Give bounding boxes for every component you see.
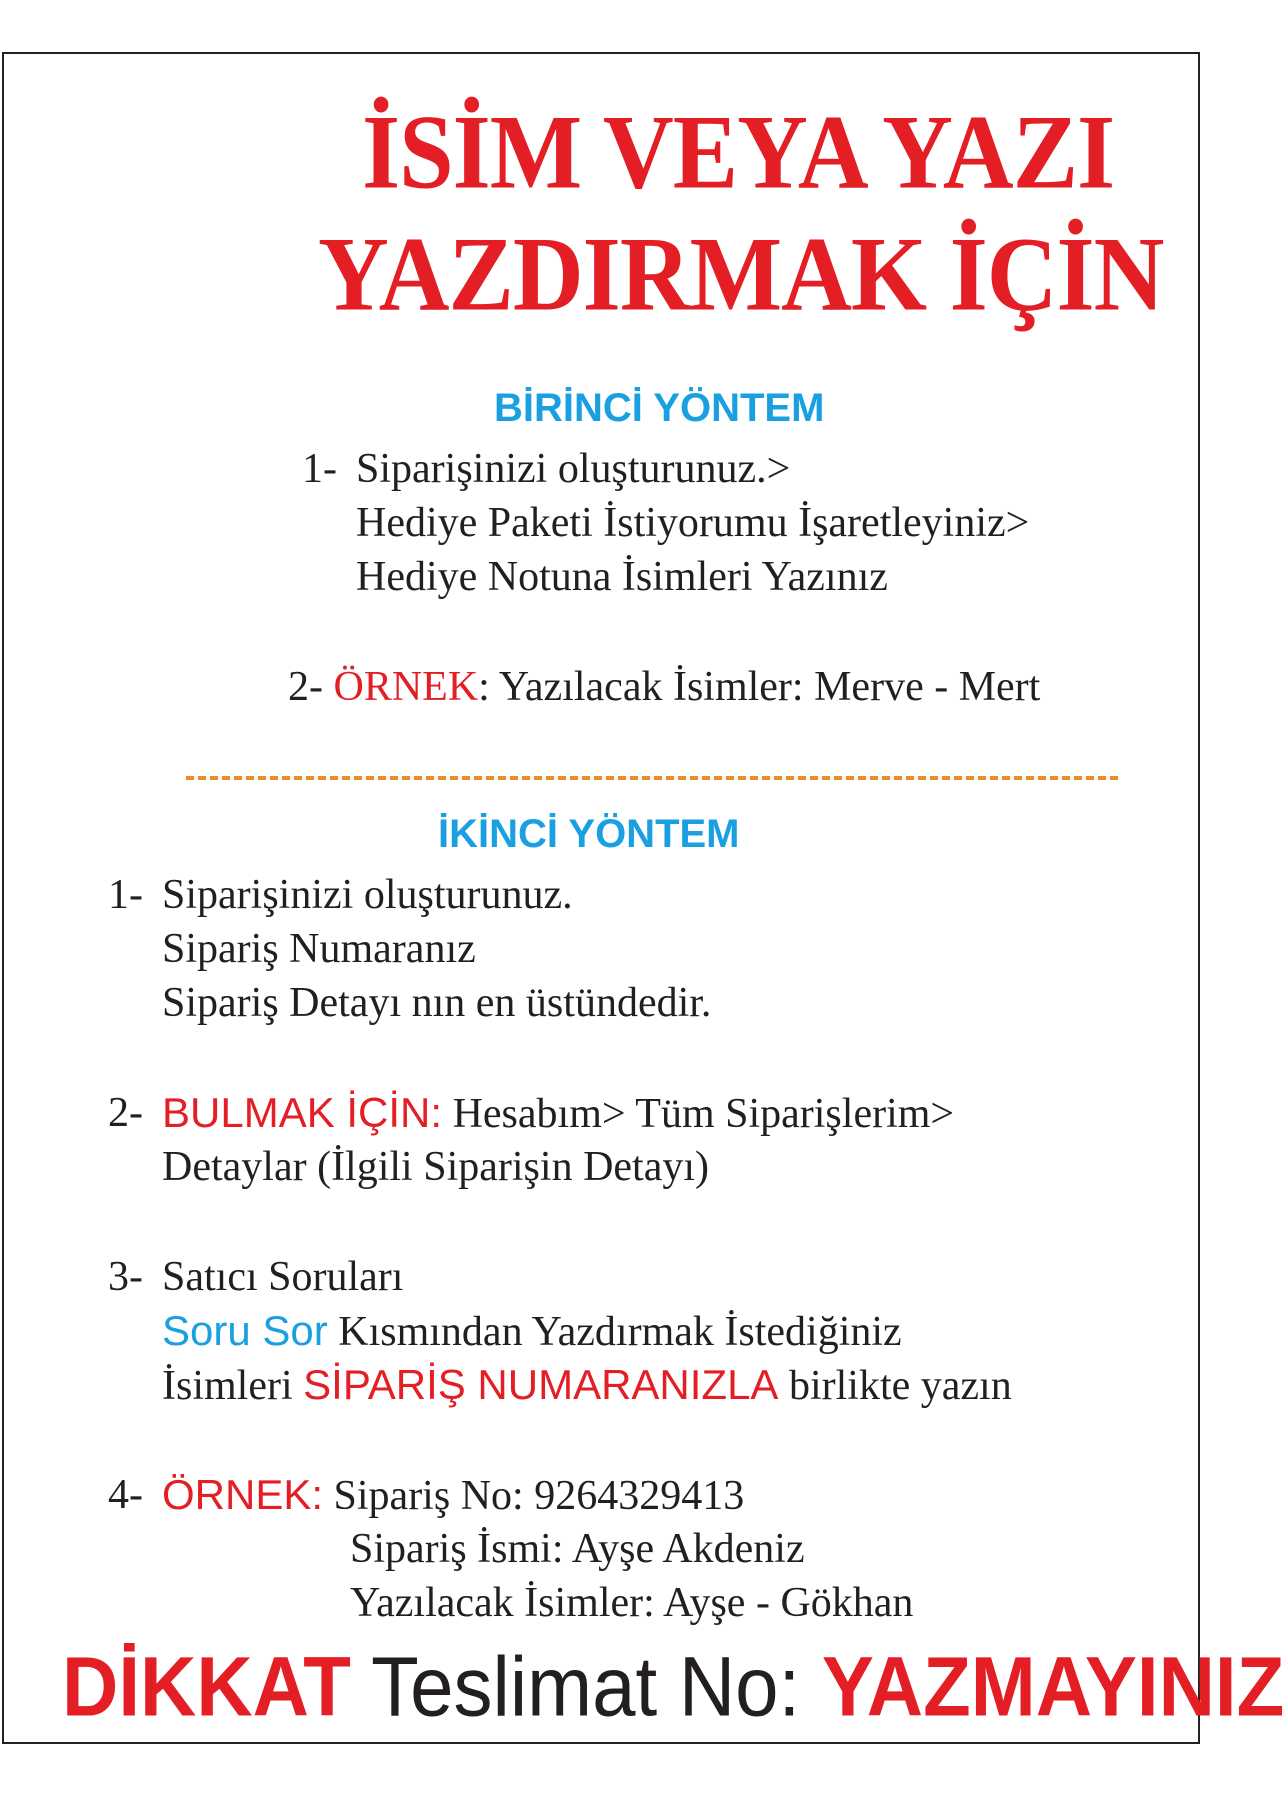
method2-step3-line3-post: birlikte yazın [778,1363,1012,1409]
method1-step1-num: 1- [302,446,337,492]
method1-step2-text: : Yazılacak İsimler: Merve - Mert [478,664,1041,710]
method2-step1-line3: Sipariş Detayı nın en üstündedir. [162,980,712,1026]
method1-step2-num: 2- [288,664,323,710]
method2-step2-num: 2- [108,1090,143,1136]
method2-step3-line1: Satıcı Soruları [162,1254,404,1300]
section-divider [186,776,1118,780]
method2-step4-line2: Sipariş İsmi: Ayşe Akdeniz [350,1526,805,1572]
method2-step3-line3-pre: İsimleri [162,1363,304,1409]
method2-step3-line3 [162,1361,1012,1409]
method1-step1-line2: Hediye Paketi İstiyorumu İşaretleyiniz> [356,500,1030,546]
method2-step2-line2: Detaylar (İlgili Siparişin Detayı) [162,1144,710,1190]
method2-step1-line1: Siparişinizi oluşturunuz. [162,872,573,918]
method2-step3-line2 [162,1307,902,1355]
title-line-1: İSİM VEYA YAZI [362,94,1115,212]
warning-dikkat: DİKKAT [62,1638,351,1734]
method2-step2-line1 [162,1089,955,1137]
method2-step3-line2-rest: Kısmından Yazdırmak İstediğiniz [327,1309,902,1355]
method1-step2-label: ÖRNEK [333,664,479,710]
method2-step1-line2: Sipariş Numaranız [162,926,476,972]
method2-step3-line3-red: SİPARİŞ NUMARANIZLA [303,1361,779,1408]
method2-step4-label: ÖRNEK: [162,1471,324,1518]
method1-heading: BİRİNCİ YÖNTEM [494,386,825,430]
method2-heading: İKİNCİ YÖNTEM [438,812,740,856]
warning-line [62,1638,1284,1734]
method2-step3-num: 3- [108,1254,143,1300]
method2-step4-line3: Yazılacak İsimler: Ayşe - Gökhan [350,1580,914,1626]
warning-teslimat: Teslimat No: [350,1638,822,1734]
warning-yazmayiniz: YAZMAYINIZ [821,1638,1284,1734]
method1-step1-line1: Siparişinizi oluşturunuz.> [356,446,791,492]
method2-step4-line1 [162,1471,745,1519]
soru-sor-link: Soru Sor [162,1307,328,1354]
method2-step4-order-no: Sipariş No: 9264329413 [323,1473,745,1519]
method2-step4-num: 4- [108,1472,143,1518]
method2-step1-num: 1- [108,872,143,918]
method2-step2-text: Hesabım> Tüm Siparişlerim> [442,1091,955,1137]
title-line-2: YAZDIRMAK İÇİN [318,216,1164,334]
method2-step2-label: BULMAK İÇİN: [162,1089,443,1136]
method1-step1-line3: Hediye Notuna İsimleri Yazınız [356,554,888,600]
method1-step2 [288,666,1040,708]
